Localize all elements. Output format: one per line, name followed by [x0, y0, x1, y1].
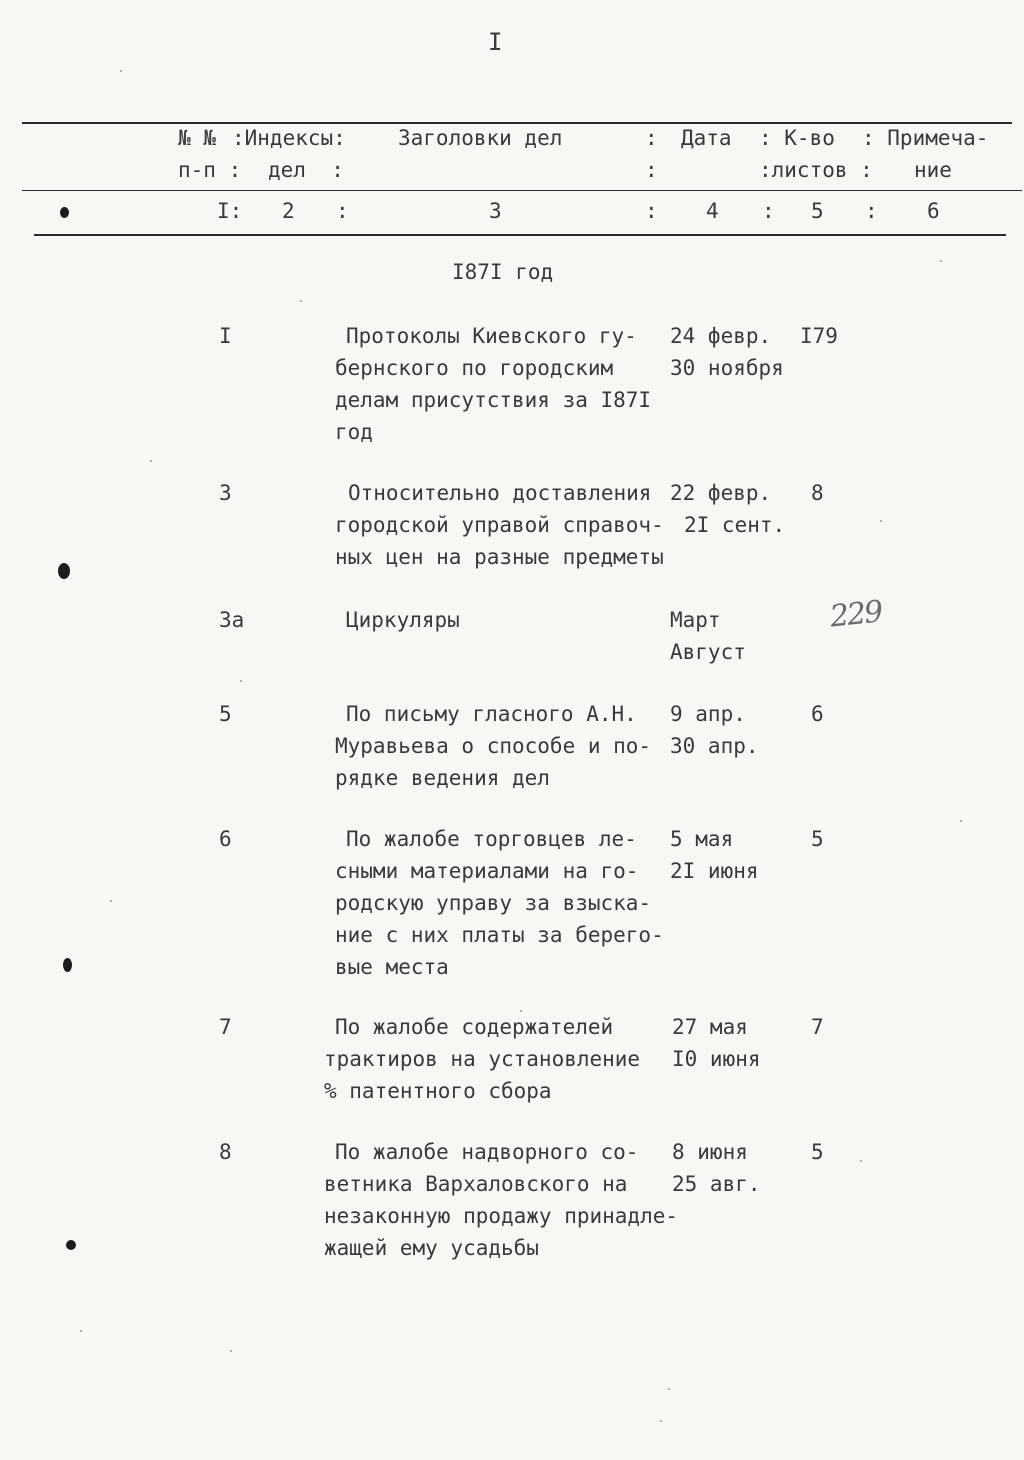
- record-date-end: 2I сент.: [684, 513, 786, 537]
- record-sheets: 8: [811, 481, 824, 505]
- colnum-5: 5: [811, 199, 824, 223]
- record-date-start: 8 июня: [672, 1140, 748, 1164]
- scan-dot: [300, 300, 302, 302]
- record-title-line: городской управой справоч-: [335, 513, 664, 537]
- scan-dot: [880, 520, 882, 522]
- header-col-notes-line2: ние: [914, 158, 952, 182]
- colnum-2: 2: [282, 199, 295, 223]
- ink-speck: [66, 1240, 76, 1250]
- record-title-line: сными материалами на го-: [335, 859, 639, 883]
- colnum-3: 3: [489, 199, 502, 223]
- header-col-sheets-line2: :листов :: [759, 158, 873, 182]
- colnum-separator: :: [865, 199, 878, 223]
- colnum-1: I:: [217, 199, 243, 223]
- record-title-line: бернского по городским: [335, 356, 614, 380]
- record-title-line: По жалобе торговцев ле-: [346, 827, 637, 851]
- scan-dot: [960, 820, 962, 822]
- record-title-line: ных цен на разные предметы: [335, 545, 664, 569]
- colnum-6: 6: [927, 199, 940, 223]
- record-number: 3а: [219, 608, 245, 632]
- header-col-date: Дата: [681, 126, 732, 150]
- scan-dot: [860, 1160, 862, 1162]
- header-col-number-line2: п-п :: [178, 158, 242, 182]
- record-title-line: Циркуляры: [346, 608, 460, 632]
- record-sheets: I79: [800, 324, 838, 348]
- record-date-end: 2I июня: [670, 859, 759, 883]
- record-title-line: трактиров на установление: [324, 1047, 641, 1071]
- record-title-line: рядке ведения дел: [335, 766, 550, 790]
- record-number: 3: [219, 481, 232, 505]
- record-number: 8: [219, 1140, 232, 1164]
- record-date-end: Август: [670, 640, 746, 664]
- record-date-start: 22 февр.: [670, 481, 772, 505]
- record-number: 5: [219, 702, 232, 726]
- scan-dot: [520, 1010, 522, 1012]
- header-separator: :: [645, 126, 658, 150]
- record-title-line: По жалобе содержателей: [335, 1015, 614, 1039]
- record-title-line: % патентного сбора: [324, 1079, 552, 1103]
- handwritten-note: 229: [828, 594, 883, 635]
- colnum-separator: :: [762, 199, 775, 223]
- record-title-line: жащей ему усадьбы: [324, 1236, 539, 1260]
- colnum-separator: :: [645, 199, 658, 223]
- scan-dot: [668, 1388, 670, 1390]
- record-date-end: I0 июня: [672, 1047, 761, 1071]
- scan-dot: [80, 1330, 82, 1332]
- scan-dot: [940, 260, 942, 262]
- record-date-end: 25 авг.: [672, 1172, 761, 1196]
- record-title-line: По письму гласного А.Н.: [346, 702, 637, 726]
- record-date-start: Март: [670, 608, 721, 632]
- ink-speck: [60, 207, 69, 218]
- record-title-line: Муравьева о способе и по-: [335, 734, 652, 758]
- record-title-line: незаконную продажу принадле-: [324, 1204, 679, 1228]
- header-separator-line2: :: [645, 158, 658, 182]
- record-title-line: вые места: [335, 955, 449, 979]
- record-date-start: 27 мая: [672, 1015, 748, 1039]
- header-bottom-rule: [34, 234, 1006, 236]
- header-col-number: № №: [178, 126, 216, 150]
- header-col-title: Заголовки дел: [398, 126, 563, 150]
- ink-speck: [63, 958, 72, 972]
- record-title-line: делам присутствия за I87I: [335, 388, 652, 412]
- record-number: 7: [219, 1015, 232, 1039]
- record-title-line: ние с них платы за берего-: [335, 923, 664, 947]
- record-sheets: 5: [811, 1140, 824, 1164]
- colnum-separator: :: [336, 199, 349, 223]
- record-title-line: ветника Вархаловского на: [324, 1172, 628, 1196]
- year-heading: I87I год: [452, 260, 554, 284]
- record-number: I: [219, 324, 232, 348]
- scan-dot: [230, 1350, 232, 1352]
- header-col-index-line2: дел :: [268, 158, 344, 182]
- record-title-line: По жалобе надворного со-: [335, 1140, 639, 1164]
- scan-dot: [660, 1420, 662, 1422]
- record-sheets: 7: [811, 1015, 824, 1039]
- header-middle-rule: [22, 190, 1022, 191]
- scan-dot: [240, 680, 242, 682]
- record-title-line: Относительно доставления: [348, 481, 652, 505]
- header-top-rule: [22, 122, 1012, 124]
- header-col-notes: : Примеча-: [862, 126, 989, 150]
- record-date-start: 9 апр.: [670, 702, 746, 726]
- record-date-end: 30 апр.: [670, 734, 759, 758]
- record-title-line: Протоколы Киевского гу-: [346, 324, 637, 348]
- record-title-line: год: [335, 420, 373, 444]
- page-number: I: [488, 28, 503, 56]
- record-date-start: 5 мая: [670, 827, 734, 851]
- colnum-4: 4: [706, 199, 719, 223]
- header-col-index: :Индексы:: [232, 126, 346, 150]
- record-title-line: родскую управу за взыска-: [335, 891, 652, 915]
- scan-dot: [150, 460, 152, 462]
- record-number: 6: [219, 827, 232, 851]
- header-col-sheets: : К-во: [759, 126, 835, 150]
- scan-dot: [120, 70, 122, 72]
- record-sheets: 6: [811, 702, 824, 726]
- scan-dot: [110, 900, 112, 902]
- record-date-end: 30 ноября: [670, 356, 784, 380]
- record-sheets: 5: [811, 827, 824, 851]
- ink-speck: [58, 563, 70, 579]
- record-date-start: 24 февр.: [670, 324, 772, 348]
